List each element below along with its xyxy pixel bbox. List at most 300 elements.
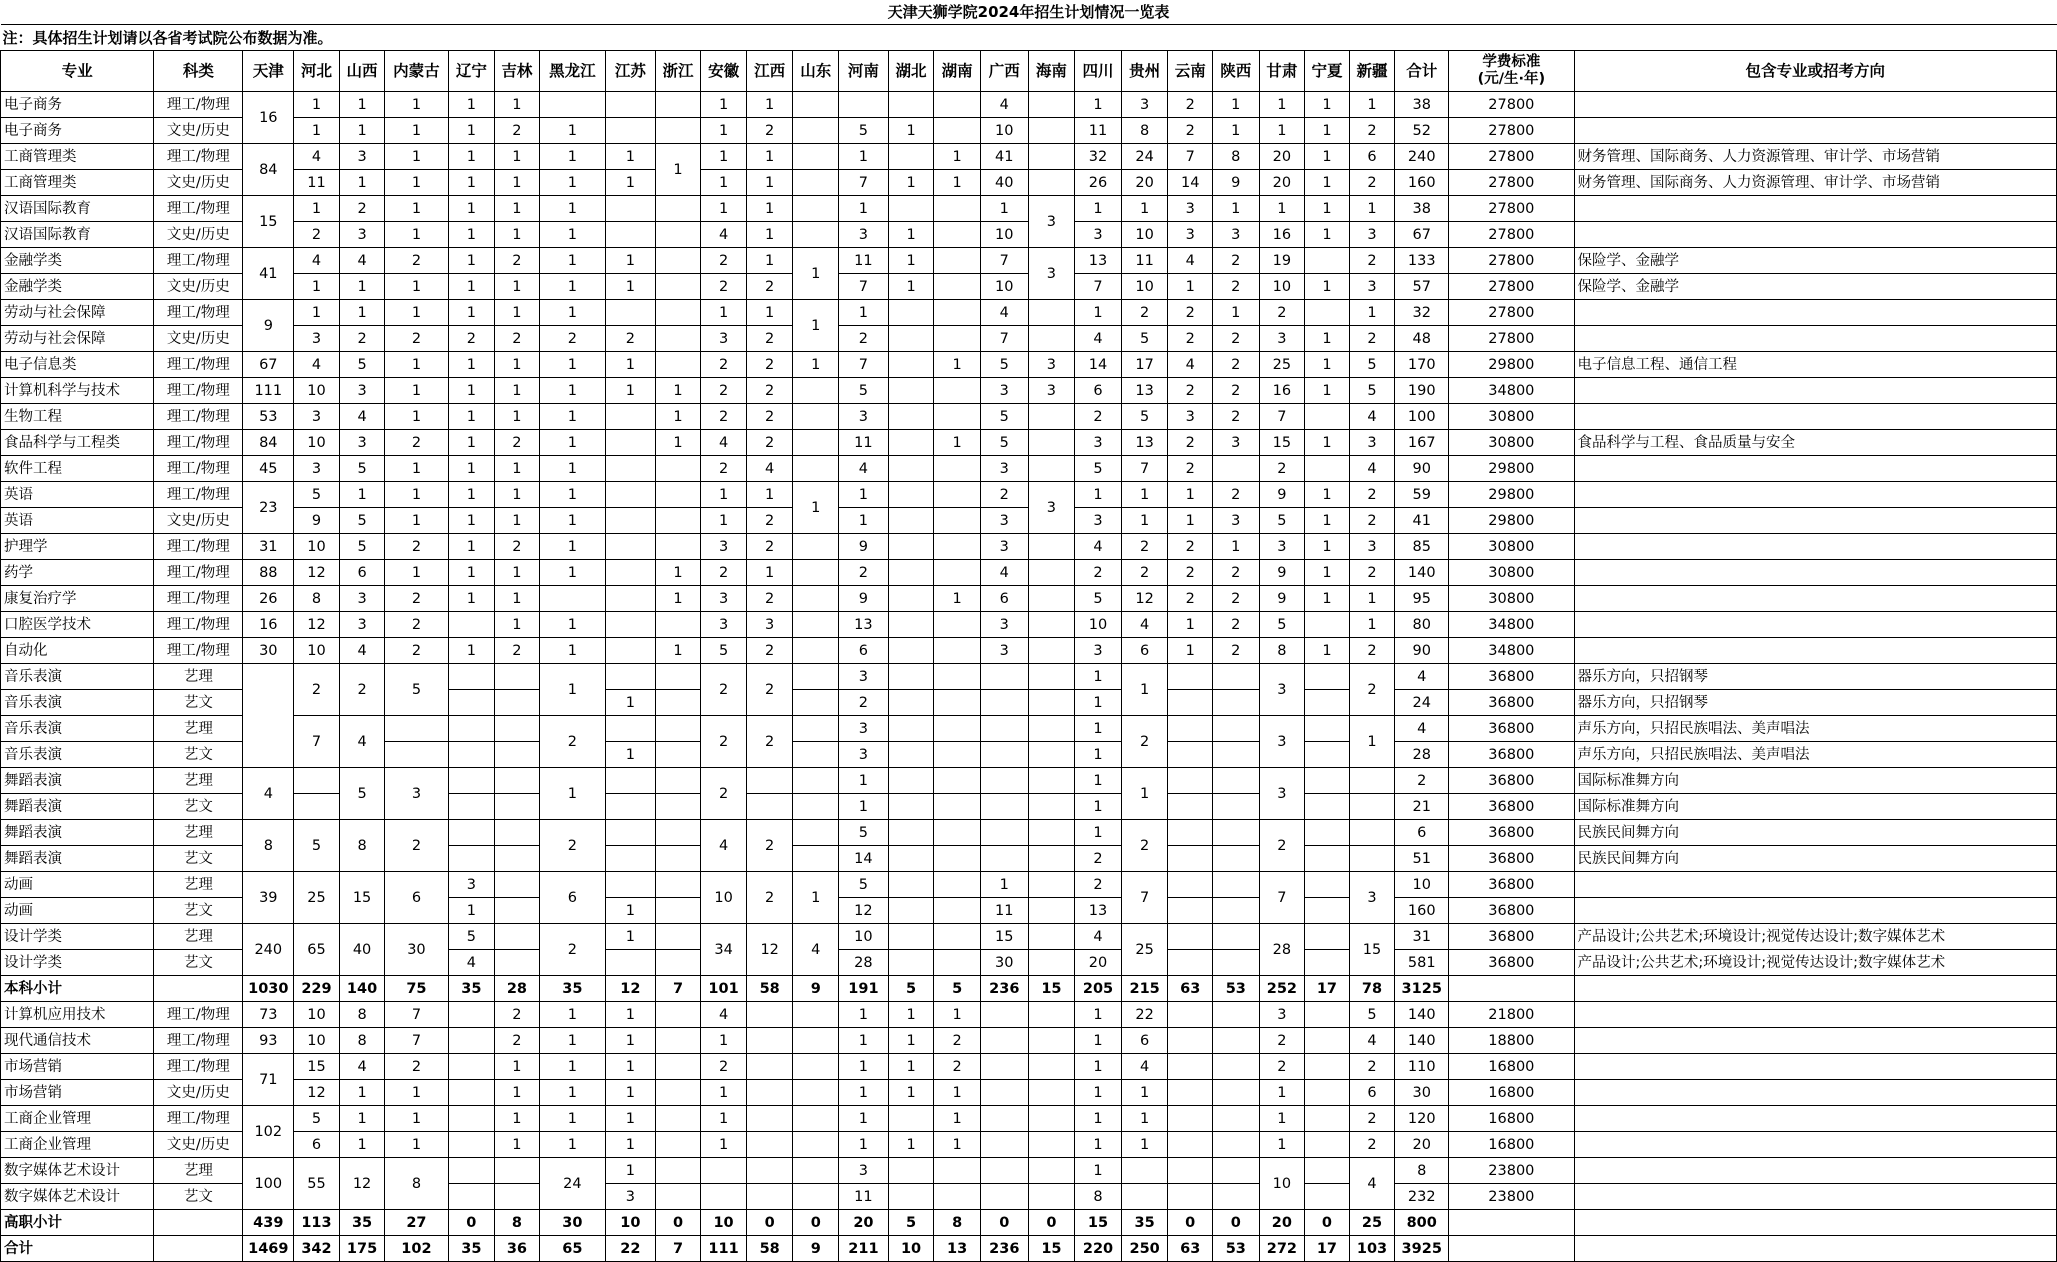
quota-cell: 1 — [1212, 534, 1259, 560]
quota-cell: 1 — [793, 300, 839, 352]
quota-cell: 1 — [448, 170, 495, 196]
summary-cell: 800 — [1395, 1210, 1449, 1236]
quota-cell — [1212, 768, 1259, 794]
fee-cell: 34800 — [1449, 378, 1574, 404]
quota-cell — [888, 924, 934, 950]
header-province: 陕西 — [1212, 51, 1259, 92]
quota-cell — [448, 1054, 495, 1080]
quota-cell — [655, 482, 701, 508]
quota-cell: 1 — [495, 222, 540, 248]
summary-cell: 65 — [539, 1236, 605, 1262]
summary-cell: 13 — [934, 1236, 981, 1262]
quota-cell: 1 — [539, 274, 605, 300]
category-cell: 文史/历史 — [154, 274, 243, 300]
quota-cell — [793, 612, 839, 638]
fee-cell: 27800 — [1449, 196, 1574, 222]
summary-cell: 111 — [701, 1236, 747, 1262]
quota-cell: 4 — [294, 144, 340, 170]
quota-cell: 4 — [701, 1002, 747, 1028]
quota-cell: 2 — [385, 612, 448, 638]
quota-cell: 73 — [243, 1002, 294, 1028]
quota-cell: 1 — [1121, 1080, 1168, 1106]
fee-cell: 27800 — [1449, 144, 1574, 170]
quota-cell: 1 — [385, 378, 448, 404]
quota-cell: 84 — [243, 144, 294, 196]
total-cell: 52 — [1395, 118, 1449, 144]
quota-cell: 1 — [1305, 482, 1350, 508]
header-total: 合计 — [1395, 51, 1449, 92]
summary-cell: 5 — [888, 1210, 934, 1236]
quota-cell: 2 — [839, 326, 889, 352]
quota-cell: 20 — [1075, 950, 1122, 976]
quota-cell — [1305, 664, 1350, 690]
table-row — [1, 118, 2057, 144]
category-cell: 艺文 — [154, 1184, 243, 1210]
quota-cell — [888, 378, 934, 404]
category-cell: 理工/物理 — [154, 196, 243, 222]
quota-cell — [448, 742, 495, 768]
quota-cell: 8 — [1259, 638, 1305, 664]
quota-cell: 2 — [1212, 404, 1259, 430]
quota-cell: 30 — [243, 638, 294, 664]
summary-cell: 0 — [793, 1210, 839, 1236]
quota-cell: 71 — [243, 1054, 294, 1106]
summary-cell: 58 — [746, 976, 793, 1002]
table-row — [1, 1106, 2057, 1132]
quota-cell: 5 — [980, 352, 1028, 378]
quota-cell: 1 — [934, 144, 981, 170]
quota-cell: 3 — [839, 716, 889, 742]
quota-cell: 7 — [980, 326, 1028, 352]
quota-cell: 1 — [539, 248, 605, 274]
major-cell: 英语 — [1, 482, 154, 508]
quota-cell — [746, 1054, 793, 1080]
fee-cell: 36800 — [1449, 794, 1574, 820]
table-row — [1, 560, 2057, 586]
total-cell: 38 — [1395, 92, 1449, 118]
quota-cell: 7 — [839, 352, 889, 378]
quota-cell — [934, 612, 981, 638]
quota-cell: 1 — [1259, 92, 1305, 118]
quota-cell: 2 — [1349, 508, 1395, 534]
quota-cell — [888, 690, 934, 716]
quota-cell: 1 — [746, 92, 793, 118]
quota-cell — [1168, 768, 1213, 794]
quota-cell — [888, 846, 934, 872]
total-cell: 51 — [1395, 846, 1449, 872]
major-cell: 电子商务 — [1, 92, 154, 118]
header-row — [1, 51, 2057, 92]
quota-cell: 2 — [746, 638, 793, 664]
total-cell: 57 — [1395, 274, 1449, 300]
quota-cell — [655, 794, 701, 820]
includes-cell — [1574, 586, 2056, 612]
quota-cell: 1 — [448, 300, 495, 326]
quota-cell: 4 — [1349, 1158, 1395, 1210]
major-cell: 舞蹈表演 — [1, 794, 154, 820]
quota-cell: 9 — [294, 508, 340, 534]
quota-cell: 2 — [339, 664, 385, 716]
quota-cell — [980, 1106, 1028, 1132]
quota-cell — [495, 924, 540, 950]
fee-cell: 29800 — [1449, 482, 1574, 508]
quota-cell — [1028, 1158, 1075, 1184]
quota-cell — [1028, 534, 1075, 560]
quota-cell: 1 — [746, 482, 793, 508]
quota-cell — [1028, 1106, 1075, 1132]
quota-cell: 100 — [243, 1158, 294, 1210]
fee-cell: 27800 — [1449, 274, 1574, 300]
quota-cell: 1 — [448, 898, 495, 924]
quota-cell — [605, 430, 655, 456]
quota-cell: 1 — [1075, 768, 1122, 794]
summary-cell: 101 — [701, 976, 747, 1002]
quota-cell — [934, 950, 981, 976]
quota-cell — [934, 456, 981, 482]
page-title: 天津天狮学院2024年招生计划情况一览表 — [1, 0, 2057, 25]
quota-cell: 1 — [539, 456, 605, 482]
quota-cell: 1 — [701, 1080, 747, 1106]
quota-cell — [888, 144, 934, 170]
quota-cell — [934, 664, 981, 690]
quota-cell: 1 — [839, 196, 889, 222]
quota-cell — [888, 92, 934, 118]
quota-cell: 8 — [385, 1158, 448, 1210]
summary-cell: 252 — [1259, 976, 1305, 1002]
quota-cell: 12 — [294, 560, 340, 586]
quota-cell: 2 — [1212, 274, 1259, 300]
quota-cell: 41 — [243, 248, 294, 300]
quota-cell: 24 — [1121, 144, 1168, 170]
quota-cell: 1 — [385, 196, 448, 222]
quota-cell: 1 — [1212, 92, 1259, 118]
quota-cell — [1168, 1184, 1213, 1210]
quota-cell: 1 — [655, 404, 701, 430]
quota-cell: 2 — [1212, 482, 1259, 508]
quota-cell: 2 — [701, 1054, 747, 1080]
quota-cell — [1212, 950, 1259, 976]
quota-cell: 20 — [1259, 144, 1305, 170]
quota-cell — [655, 768, 701, 794]
quota-cell: 1 — [701, 196, 747, 222]
fee-cell: 36800 — [1449, 664, 1574, 690]
quota-cell — [980, 1158, 1028, 1184]
quota-cell — [243, 664, 294, 768]
quota-cell — [980, 820, 1028, 846]
quota-cell: 8 — [243, 820, 294, 872]
quota-cell: 1 — [701, 144, 747, 170]
quota-cell — [1212, 1158, 1259, 1184]
summary-cell: 35 — [1121, 1210, 1168, 1236]
quota-cell — [934, 508, 981, 534]
quota-cell — [448, 794, 495, 820]
summary-cell: 113 — [294, 1210, 340, 1236]
summary-cell: 20 — [839, 1210, 889, 1236]
quota-cell: 102 — [243, 1106, 294, 1158]
includes-cell — [1574, 1002, 2056, 1028]
header-province: 吉林 — [495, 51, 540, 92]
quota-cell: 2 — [746, 508, 793, 534]
quota-cell — [1028, 612, 1075, 638]
quota-cell — [1349, 820, 1395, 846]
category-cell: 理工/物理 — [154, 534, 243, 560]
quota-cell: 10 — [1259, 1158, 1305, 1210]
quota-cell: 1 — [605, 690, 655, 716]
quota-cell: 1 — [1305, 118, 1350, 144]
quota-cell: 1 — [339, 300, 385, 326]
quota-cell: 5 — [1121, 326, 1168, 352]
quota-cell — [1028, 1080, 1075, 1106]
quota-cell: 2 — [1259, 300, 1305, 326]
quota-cell — [980, 1184, 1028, 1210]
quota-cell: 1 — [746, 196, 793, 222]
quota-cell: 7 — [839, 274, 889, 300]
quota-cell — [980, 1002, 1028, 1028]
quota-cell: 3 — [1028, 196, 1075, 248]
table-row — [1, 404, 2057, 430]
quota-cell: 2 — [385, 430, 448, 456]
quota-cell: 1 — [1121, 196, 1168, 222]
quota-cell: 1 — [746, 170, 793, 196]
quota-cell: 3 — [980, 638, 1028, 664]
quota-cell — [1028, 326, 1075, 352]
quota-cell — [793, 378, 839, 404]
quota-cell — [1305, 794, 1350, 820]
quota-cell — [793, 118, 839, 144]
quota-cell: 1 — [605, 1106, 655, 1132]
category-cell: 艺文 — [154, 742, 243, 768]
quota-cell: 1 — [701, 300, 747, 326]
quota-cell — [1212, 742, 1259, 768]
fee-cell: 36800 — [1449, 742, 1574, 768]
summary-cell: 229 — [294, 976, 340, 1002]
quota-cell: 5 — [294, 1106, 340, 1132]
quota-cell: 1 — [605, 1002, 655, 1028]
quota-cell — [1028, 924, 1075, 950]
quota-cell: 1 — [701, 170, 747, 196]
table-row — [1, 1028, 2057, 1054]
summary-cell: 10 — [605, 1210, 655, 1236]
category-cell: 理工/物理 — [154, 1028, 243, 1054]
quota-cell — [655, 690, 701, 716]
quota-cell: 16 — [243, 612, 294, 638]
major-cell: 市场营销 — [1, 1080, 154, 1106]
quota-cell: 14 — [1168, 170, 1213, 196]
quota-cell — [1305, 690, 1350, 716]
includes-cell: 器乐方向，只招钢琴 — [1574, 664, 2056, 690]
quota-cell: 15 — [243, 196, 294, 248]
quota-cell — [1305, 924, 1350, 950]
quota-cell: 1 — [1259, 1106, 1305, 1132]
fee-cell: 36800 — [1449, 924, 1574, 950]
quota-cell: 4 — [294, 248, 340, 274]
major-cell: 设计学类 — [1, 950, 154, 976]
quota-cell — [1028, 1028, 1075, 1054]
category-cell: 文史/历史 — [154, 508, 243, 534]
quota-cell: 7 — [385, 1002, 448, 1028]
quota-cell: 3 — [339, 430, 385, 456]
quota-cell: 26 — [243, 586, 294, 612]
table-row — [1, 872, 2057, 898]
quota-cell — [793, 690, 839, 716]
quota-cell: 2 — [1212, 638, 1259, 664]
table-row — [1, 1080, 2057, 1106]
quota-cell: 1 — [495, 196, 540, 222]
quota-cell — [1028, 456, 1075, 482]
quota-cell: 3 — [1349, 222, 1395, 248]
includes-cell — [1574, 456, 2056, 482]
quota-cell — [495, 820, 540, 846]
quota-cell — [934, 716, 981, 742]
quota-cell: 2 — [385, 820, 448, 872]
quota-cell: 1 — [448, 352, 495, 378]
table-row — [1, 612, 2057, 638]
includes-cell — [1574, 404, 2056, 430]
quota-cell: 1 — [934, 170, 981, 196]
fee-cell: 29800 — [1449, 508, 1574, 534]
category-cell: 艺理 — [154, 768, 243, 794]
includes-cell: 器乐方向，只招钢琴 — [1574, 690, 2056, 716]
quota-cell: 2 — [495, 326, 540, 352]
quota-cell: 6 — [1121, 1028, 1168, 1054]
quota-cell: 20 — [1259, 170, 1305, 196]
quota-cell — [934, 248, 981, 274]
quota-cell: 1 — [385, 404, 448, 430]
header-province: 河北 — [294, 51, 340, 92]
quota-cell: 1 — [605, 144, 655, 170]
quota-cell — [793, 1184, 839, 1210]
includes-cell: 产品设计;公共艺术;环境设计;视觉传达设计;数字媒体艺术 — [1574, 924, 2056, 950]
header-province: 内蒙古 — [385, 51, 448, 92]
fee-cell: 30800 — [1449, 430, 1574, 456]
quota-cell: 1 — [539, 482, 605, 508]
quota-cell: 1 — [448, 144, 495, 170]
quota-cell — [448, 612, 495, 638]
quota-cell — [793, 794, 839, 820]
quota-cell: 1 — [495, 352, 540, 378]
quota-cell: 1 — [1305, 326, 1350, 352]
quota-cell: 7 — [385, 1028, 448, 1054]
quota-cell — [655, 1184, 701, 1210]
major-cell: 现代通信技术 — [1, 1028, 154, 1054]
quota-cell — [1028, 950, 1075, 976]
quota-cell: 3 — [1168, 404, 1213, 430]
quota-cell — [1168, 1132, 1213, 1158]
quota-cell: 2 — [1212, 352, 1259, 378]
quota-cell — [1028, 1054, 1075, 1080]
major-cell: 电子商务 — [1, 118, 154, 144]
quota-cell: 3 — [339, 586, 385, 612]
category-cell: 文史/历史 — [154, 1132, 243, 1158]
quota-cell — [448, 1132, 495, 1158]
quota-cell: 1 — [1075, 742, 1122, 768]
category-cell: 艺文 — [154, 846, 243, 872]
quota-cell: 40 — [339, 924, 385, 976]
includes-cell — [1574, 378, 2056, 404]
table-row — [1, 456, 2057, 482]
quota-cell: 28 — [839, 950, 889, 976]
quota-cell: 23 — [243, 482, 294, 534]
quota-cell — [1121, 1184, 1168, 1210]
quota-cell — [1305, 1158, 1350, 1184]
quota-cell: 15 — [980, 924, 1028, 950]
quota-cell — [746, 1028, 793, 1054]
quota-cell — [934, 404, 981, 430]
quota-cell — [448, 1080, 495, 1106]
quota-cell: 3 — [448, 872, 495, 898]
quota-cell — [746, 768, 793, 794]
quota-cell — [1168, 664, 1213, 690]
quota-cell: 3 — [1028, 248, 1075, 300]
quota-cell: 1 — [1168, 508, 1213, 534]
quota-cell — [888, 534, 934, 560]
quota-cell: 1 — [839, 768, 889, 794]
quota-cell: 25 — [1121, 924, 1168, 976]
quota-cell: 15 — [339, 872, 385, 924]
quota-cell — [793, 534, 839, 560]
quota-cell — [1028, 560, 1075, 586]
quota-cell: 1 — [934, 1080, 981, 1106]
major-cell: 音乐表演 — [1, 690, 154, 716]
quota-cell: 3 — [839, 1158, 889, 1184]
quota-cell: 1 — [1168, 612, 1213, 638]
quota-cell: 4 — [339, 404, 385, 430]
header-province: 新疆 — [1349, 51, 1395, 92]
includes-cell: 民族民间舞方向 — [1574, 846, 2056, 872]
quota-cell: 10 — [294, 1028, 340, 1054]
quota-cell: 3 — [1259, 534, 1305, 560]
major-cell: 软件工程 — [1, 456, 154, 482]
quota-cell: 10 — [294, 1002, 340, 1028]
quota-cell — [934, 924, 981, 950]
quota-cell: 2 — [1349, 560, 1395, 586]
quota-cell: 1 — [1212, 118, 1259, 144]
quota-cell: 5 — [339, 456, 385, 482]
quota-cell — [448, 1184, 495, 1210]
major-cell: 舞蹈表演 — [1, 846, 154, 872]
quota-cell: 1 — [1075, 1158, 1122, 1184]
quota-cell: 1 — [339, 170, 385, 196]
quota-cell: 5 — [1121, 404, 1168, 430]
quota-cell — [1305, 820, 1350, 846]
fee-cell: 27800 — [1449, 118, 1574, 144]
quota-cell: 1 — [1075, 690, 1122, 716]
quota-cell: 1 — [605, 742, 655, 768]
quota-cell: 4 — [294, 352, 340, 378]
quota-cell: 2 — [980, 482, 1028, 508]
note-row — [1, 25, 2057, 51]
summary-cell: 3925 — [1395, 1236, 1449, 1262]
quota-cell: 1 — [934, 586, 981, 612]
includes-cell: 食品科学与工程、食品质量与安全 — [1574, 430, 2056, 456]
quota-cell: 7 — [839, 170, 889, 196]
quota-cell: 10 — [1121, 222, 1168, 248]
quota-cell: 1 — [1305, 222, 1350, 248]
quota-cell — [793, 768, 839, 794]
quota-cell: 3 — [339, 222, 385, 248]
quota-cell: 1 — [448, 482, 495, 508]
quota-cell — [793, 170, 839, 196]
quota-cell: 2 — [701, 274, 747, 300]
quota-cell: 1 — [1305, 534, 1350, 560]
quota-cell: 11 — [839, 430, 889, 456]
category-cell: 艺理 — [154, 924, 243, 950]
summary-cell — [1574, 1236, 2056, 1262]
quota-cell — [605, 118, 655, 144]
quota-cell: 1 — [839, 1028, 889, 1054]
summary-label: 本科小计 — [1, 976, 154, 1002]
quota-cell: 1 — [793, 872, 839, 924]
